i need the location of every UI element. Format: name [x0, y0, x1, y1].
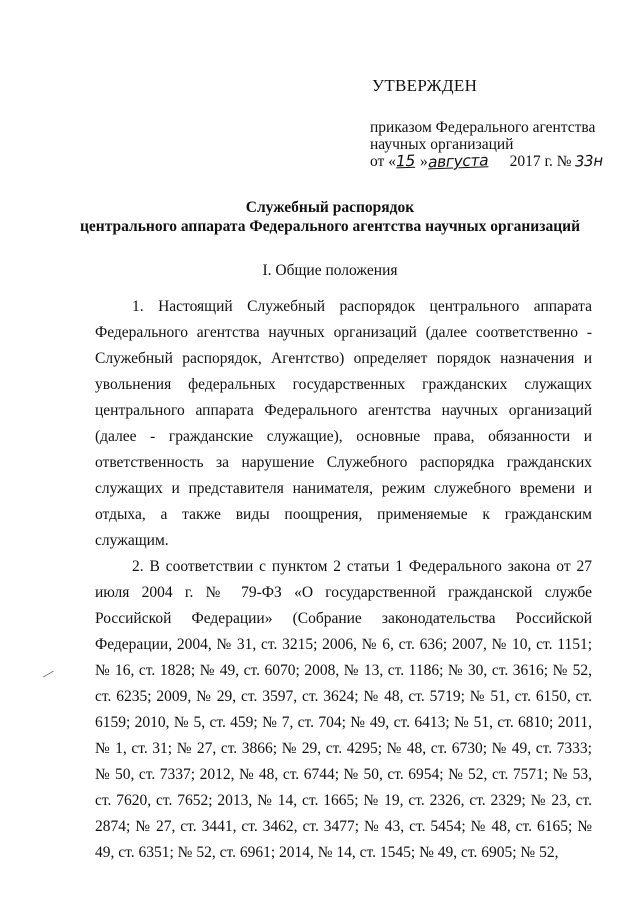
- approval-line-1: приказом Федерального агентства: [370, 119, 596, 136]
- document-title: Служебный распорядок: [245, 199, 415, 216]
- document-subtitle: центрального аппарата Федерального агентства научных организаций: [79, 218, 581, 235]
- date-mid: »: [419, 153, 428, 170]
- document-body: [95, 294, 592, 866]
- date-prefix: от «: [370, 153, 396, 170]
- date-month: августа: [427, 151, 489, 172]
- date-suffix: 2017 г. №: [509, 153, 572, 170]
- paragraph-2: 2. В соответствии с пунктом 2 статьи 1 Федерального закона от 27 июля 2004 г. № 79-ФЗ «О государственной гражданской службе Российской Федерации» (Собрание законодательства Российской Федерации, 2004, № 31, ст. 3215; 2006, № 6, ст. 636; 2007, № 10, ст. 1151; № 16, ст. 1828; № 49, ст. 6070; 2008, № 13, ст. 1186; № 30, ст. 3616; № 52, ст. 6235; 2009, № 29, ст. 3597, ст. 3624; № 48, ст. 5719; № 51, ст. 6150, ст. 6159; 2010, № 5, ст. 459; № 7, ст. 704; № 49, ст. 6413; № 51, ст. 6810; 2011, № 1, ст. 31; № 27, ст. 3866; № 29, ст. 4295; № 48, ст. 6730; № 49, ст. 7333; № 50, ст. 7337; 2012, № 48, ст. 6744; № 50, ст. 6954; № 52, ст. 7571; № 53, ст. 7620, ст. 7652; 2013, № 14, ст. 1665; № 19, ст. 2326, ст. 2329; № 23, ст. 2874; № 27, ст. 3441, ст. 3462, ст. 3477; № 43, ст. 5454; № 48, ст. 6165; № 49, ст. 6351; № 52, ст. 6961; 2014, № 14, ст. 1545; № 49, ст. 6905; № 52,: [95, 558, 592, 861]
- approval-block: [370, 119, 620, 170]
- approval-date-line: [370, 153, 620, 170]
- paragraph-1: 1. Настоящий Служебный распорядок центрального аппарата Федерального агентства научных организаций (далее соответственно - Служебный распорядок, Агентство) определяет порядок назначения и увольнения федеральных государственных гражданских служащих центрального аппарата Федерального агентства научных организаций (далее - гражданские служащие), основные права, обязанности и ответственность за нарушение Служебного распорядка гражданских служащих и представителя нанимателя, режим служебного времени и отдыха, а также виды поощрения, применяемые к гражданским служащим.: [95, 298, 592, 549]
- section-heading: I. Общие положения: [262, 262, 398, 279]
- margin-mark: —: [39, 664, 57, 683]
- date-day: 15: [395, 151, 416, 171]
- order-number: 33н: [575, 151, 604, 171]
- approval-line-2: научных организаций: [370, 136, 514, 153]
- approval-heading: УТВЕРЖДЕН: [372, 76, 478, 95]
